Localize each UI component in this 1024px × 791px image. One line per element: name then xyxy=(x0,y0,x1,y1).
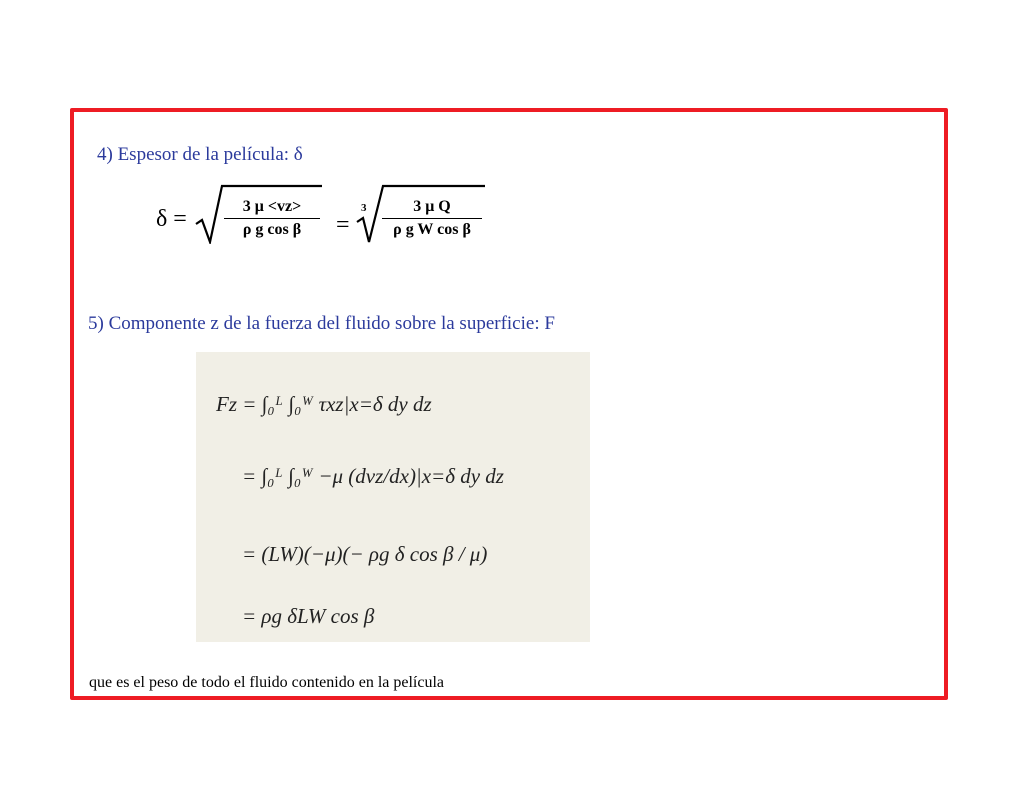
section-5-heading: 5) Componente z de la fuerza del fluido sobre la superficie: F xyxy=(88,313,555,334)
fraction-1 xyxy=(224,198,320,239)
delta-lhs: δ = xyxy=(156,206,187,232)
fraction-1-numerator: 3 μ <vz> xyxy=(224,198,320,219)
fraction-2-numerator: 3 μ Q xyxy=(382,198,482,219)
footer-text: que es el peso de todo el fluido contenido en la película xyxy=(89,674,444,691)
equation-line-1: Fz = ∫₀ᴸ ∫₀ᵂ τxz|x=δ dy dz xyxy=(216,392,432,416)
cube-root-index: 3 xyxy=(361,202,367,214)
scanned-equation-image xyxy=(196,352,590,642)
equation-line-2: = ∫₀ᴸ ∫₀ᵂ −μ (dvz/dx)|x=δ dy dz xyxy=(242,464,504,488)
equals-sign: = xyxy=(336,212,350,238)
section-4-heading: 4) Espesor de la película: δ xyxy=(97,144,303,165)
fraction-2-denominator: ρ g W cos β xyxy=(393,221,471,238)
fraction-1-denominator: ρ g cos β xyxy=(242,221,302,238)
film-thickness-equation xyxy=(150,172,510,252)
fraction-2 xyxy=(382,198,482,239)
equation-line-3: = (LW)(−μ)(− ρg δ cos β / μ) xyxy=(242,542,488,566)
equation-line-4: = ρg δLW cos β xyxy=(242,604,375,628)
